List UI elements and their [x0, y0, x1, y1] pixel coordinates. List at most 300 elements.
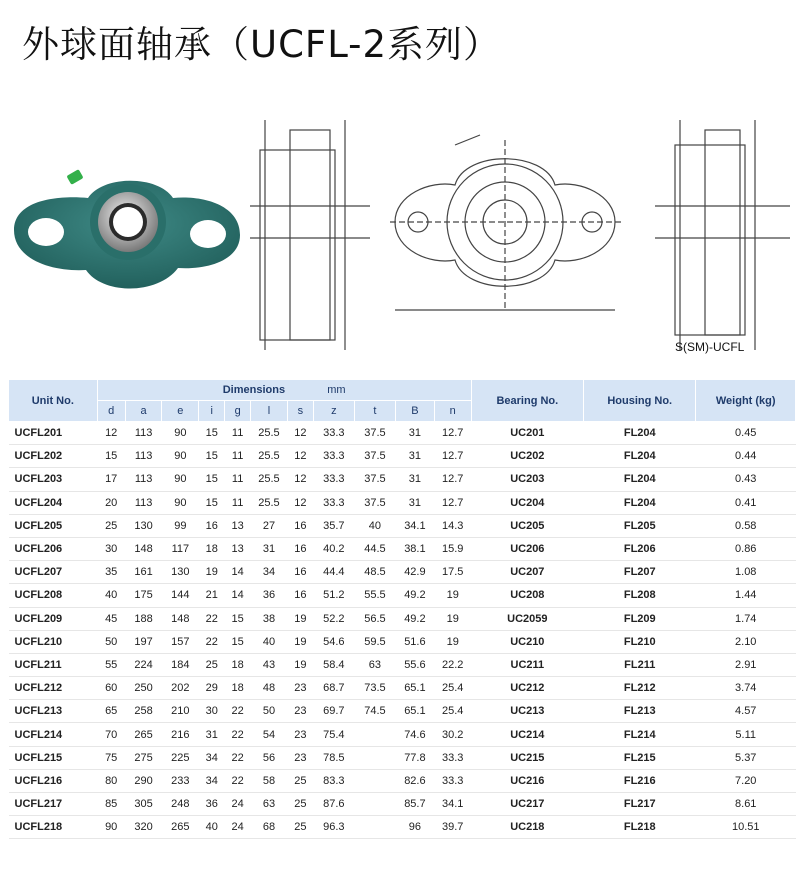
- cell-unit: UCFL217: [9, 793, 98, 816]
- cell-n: 12.7: [434, 422, 471, 445]
- cell-z: 44.4: [313, 561, 354, 584]
- cell-g: 18: [225, 653, 251, 676]
- cell-unit: UCFL210: [9, 630, 98, 653]
- cell-g: 24: [225, 793, 251, 816]
- cell-bearing: UC203: [471, 468, 583, 491]
- cell-i: 34: [199, 746, 225, 769]
- cell-e: 90: [162, 422, 199, 445]
- header-dim-e: e: [162, 401, 199, 422]
- header-dim-B: B: [395, 401, 434, 422]
- cell-unit: UCFL209: [9, 607, 98, 630]
- cell-a: 265: [125, 723, 162, 746]
- cell-l: 43: [251, 653, 288, 676]
- cell-s: 23: [287, 723, 313, 746]
- table-row: [9, 816, 796, 839]
- cell-bearing: UC211: [471, 653, 583, 676]
- cell-housing: FL206: [584, 537, 696, 560]
- cell-a: 224: [125, 653, 162, 676]
- cell-g: 22: [225, 700, 251, 723]
- cell-housing: FL204: [584, 445, 696, 468]
- cell-l: 25.5: [251, 468, 288, 491]
- cell-l: 58: [251, 769, 288, 792]
- cell-unit: UCFL213: [9, 700, 98, 723]
- cell-i: 34: [199, 769, 225, 792]
- cell-weight: 1.74: [696, 607, 796, 630]
- cell-s: 19: [287, 607, 313, 630]
- cell-housing: FL209: [584, 607, 696, 630]
- cell-g: 15: [225, 607, 251, 630]
- cell-weight: 7.20: [696, 769, 796, 792]
- cell-n: 30.2: [434, 723, 471, 746]
- header-dimensions: [97, 380, 471, 401]
- cell-i: 15: [199, 422, 225, 445]
- cell-s: 23: [287, 677, 313, 700]
- cell-b: 74.6: [395, 723, 434, 746]
- cell-housing: FL205: [584, 514, 696, 537]
- cell-housing: FL204: [584, 422, 696, 445]
- cell-t: 44.5: [354, 537, 395, 560]
- cell-weight: 4.57: [696, 700, 796, 723]
- cell-s: 25: [287, 793, 313, 816]
- cell-e: 157: [162, 630, 199, 653]
- cell-d: 17: [97, 468, 125, 491]
- cell-bearing: UC217: [471, 793, 583, 816]
- cell-g: 11: [225, 422, 251, 445]
- cell-l: 48: [251, 677, 288, 700]
- header-dimensions-unit: mm: [327, 384, 346, 396]
- cell-a: 113: [125, 491, 162, 514]
- cell-unit: UCFL218: [9, 816, 98, 839]
- cell-unit: UCFL201: [9, 422, 98, 445]
- cell-unit: UCFL215: [9, 746, 98, 769]
- cell-b: 38.1: [395, 537, 434, 560]
- cell-b: 31: [395, 422, 434, 445]
- cell-n: 12.7: [434, 445, 471, 468]
- cell-a: 275: [125, 746, 162, 769]
- table-row: [9, 700, 796, 723]
- cell-housing: FL214: [584, 723, 696, 746]
- cell-bearing: UC206: [471, 537, 583, 560]
- cell-i: 15: [199, 445, 225, 468]
- cell-s: 19: [287, 653, 313, 676]
- cell-t: [354, 746, 395, 769]
- cell-g: 18: [225, 677, 251, 700]
- cell-a: 148: [125, 537, 162, 560]
- header-dim-z: z: [313, 401, 354, 422]
- table-row: [9, 723, 796, 746]
- cell-housing: FL204: [584, 491, 696, 514]
- cell-l: 25.5: [251, 445, 288, 468]
- cell-n: 22.2: [434, 653, 471, 676]
- cell-s: 12: [287, 491, 313, 514]
- cell-weight: 5.11: [696, 723, 796, 746]
- cell-bearing: UC214: [471, 723, 583, 746]
- cell-s: 25: [287, 816, 313, 839]
- cell-housing: FL210: [584, 630, 696, 653]
- cell-housing: FL213: [584, 700, 696, 723]
- cell-weight: 8.61: [696, 793, 796, 816]
- cell-e: 90: [162, 491, 199, 514]
- cell-housing: FL211: [584, 653, 696, 676]
- cell-d: 70: [97, 723, 125, 746]
- cell-e: 210: [162, 700, 199, 723]
- cell-i: 15: [199, 491, 225, 514]
- cell-bearing: UC201: [471, 422, 583, 445]
- cell-bearing: UC208: [471, 584, 583, 607]
- cell-l: 34: [251, 561, 288, 584]
- cell-housing: FL218: [584, 816, 696, 839]
- cell-s: 23: [287, 746, 313, 769]
- cell-e: 202: [162, 677, 199, 700]
- cell-a: 113: [125, 468, 162, 491]
- cell-s: 23: [287, 700, 313, 723]
- header-dim-a: a: [125, 401, 162, 422]
- cell-z: 33.3: [313, 468, 354, 491]
- cell-unit: UCFL214: [9, 723, 98, 746]
- header-dim-t: t: [354, 401, 395, 422]
- cell-weight: 5.37: [696, 746, 796, 769]
- cell-g: 11: [225, 468, 251, 491]
- cell-e: 233: [162, 769, 199, 792]
- cell-s: 16: [287, 514, 313, 537]
- cell-z: 68.7: [313, 677, 354, 700]
- cell-g: 15: [225, 630, 251, 653]
- cell-e: 99: [162, 514, 199, 537]
- cell-z: 52.2: [313, 607, 354, 630]
- cell-d: 15: [97, 445, 125, 468]
- cell-t: [354, 769, 395, 792]
- cell-z: 78.5: [313, 746, 354, 769]
- cell-s: 19: [287, 630, 313, 653]
- cell-a: 258: [125, 700, 162, 723]
- table-row: [9, 422, 796, 445]
- cell-weight: 0.45: [696, 422, 796, 445]
- cell-b: 42.9: [395, 561, 434, 584]
- cell-z: 35.7: [313, 514, 354, 537]
- cell-s: 16: [287, 537, 313, 560]
- cell-unit: UCFL205: [9, 514, 98, 537]
- cell-weight: 1.08: [696, 561, 796, 584]
- cell-b: 96: [395, 816, 434, 839]
- cell-a: 161: [125, 561, 162, 584]
- table-row: [9, 793, 796, 816]
- cell-d: 35: [97, 561, 125, 584]
- cell-d: 25: [97, 514, 125, 537]
- cell-housing: FL207: [584, 561, 696, 584]
- cell-g: 14: [225, 561, 251, 584]
- cell-d: 50: [97, 630, 125, 653]
- cell-l: 63: [251, 793, 288, 816]
- cell-z: 54.6: [313, 630, 354, 653]
- cell-t: 63: [354, 653, 395, 676]
- cell-n: 33.3: [434, 746, 471, 769]
- cell-weight: 1.44: [696, 584, 796, 607]
- cell-t: [354, 793, 395, 816]
- table-row: [9, 491, 796, 514]
- cell-s: 12: [287, 422, 313, 445]
- cell-i: 19: [199, 561, 225, 584]
- cell-i: 21: [199, 584, 225, 607]
- table-row: [9, 537, 796, 560]
- cell-e: 90: [162, 445, 199, 468]
- table-row: [9, 769, 796, 792]
- cell-g: 14: [225, 584, 251, 607]
- header-unit-no: Unit No.: [9, 380, 98, 422]
- cell-e: 216: [162, 723, 199, 746]
- cell-unit: UCFL212: [9, 677, 98, 700]
- cell-e: 184: [162, 653, 199, 676]
- cell-g: 11: [225, 445, 251, 468]
- cell-d: 80: [97, 769, 125, 792]
- cell-weight: 0.58: [696, 514, 796, 537]
- drawing-caption: S(SM)-UCFL: [675, 340, 745, 354]
- header-dim-n: n: [434, 401, 471, 422]
- cell-z: 51.2: [313, 584, 354, 607]
- cell-unit: UCFL216: [9, 769, 98, 792]
- cell-housing: FL217: [584, 793, 696, 816]
- cell-housing: FL204: [584, 468, 696, 491]
- cell-g: 13: [225, 514, 251, 537]
- cell-t: 55.5: [354, 584, 395, 607]
- table-row: [9, 468, 796, 491]
- cell-z: 33.3: [313, 445, 354, 468]
- cell-d: 90: [97, 816, 125, 839]
- cell-b: 31: [395, 468, 434, 491]
- cell-bearing: UC2059: [471, 607, 583, 630]
- cell-l: 25.5: [251, 491, 288, 514]
- cell-t: 37.5: [354, 491, 395, 514]
- cell-l: 54: [251, 723, 288, 746]
- cell-g: 13: [225, 537, 251, 560]
- cell-t: 37.5: [354, 422, 395, 445]
- cell-l: 36: [251, 584, 288, 607]
- cell-i: 15: [199, 468, 225, 491]
- cell-bearing: UC205: [471, 514, 583, 537]
- cell-bearing: UC204: [471, 491, 583, 514]
- cell-t: [354, 723, 395, 746]
- table-row: [9, 584, 796, 607]
- cell-e: 117: [162, 537, 199, 560]
- cell-n: 33.3: [434, 769, 471, 792]
- cell-b: 65.1: [395, 677, 434, 700]
- cell-b: 49.2: [395, 607, 434, 630]
- table-row: [9, 607, 796, 630]
- table-row: [9, 677, 796, 700]
- cell-b: 51.6: [395, 630, 434, 653]
- cell-housing: FL208: [584, 584, 696, 607]
- cell-d: 20: [97, 491, 125, 514]
- cell-i: 18: [199, 537, 225, 560]
- cell-a: 290: [125, 769, 162, 792]
- cell-i: 31: [199, 723, 225, 746]
- cell-d: 65: [97, 700, 125, 723]
- cell-e: 225: [162, 746, 199, 769]
- spec-table-body: [9, 422, 796, 839]
- cell-a: 197: [125, 630, 162, 653]
- cell-l: 27: [251, 514, 288, 537]
- page-title: 外球面轴承（UCFL-2系列）: [22, 23, 502, 66]
- table-row: [9, 445, 796, 468]
- cell-bearing: UC216: [471, 769, 583, 792]
- cell-t: 56.5: [354, 607, 395, 630]
- cell-i: 30: [199, 700, 225, 723]
- spec-table: [8, 379, 796, 839]
- table-row: [9, 746, 796, 769]
- cell-z: 96.3: [313, 816, 354, 839]
- cell-g: 24: [225, 816, 251, 839]
- cell-b: 85.7: [395, 793, 434, 816]
- cell-t: 73.5: [354, 677, 395, 700]
- cell-a: 305: [125, 793, 162, 816]
- cell-g: 11: [225, 491, 251, 514]
- cell-unit: UCFL207: [9, 561, 98, 584]
- cell-unit: UCFL203: [9, 468, 98, 491]
- cell-i: 22: [199, 630, 225, 653]
- cell-n: 15.9: [434, 537, 471, 560]
- cell-a: 175: [125, 584, 162, 607]
- cell-e: 90: [162, 468, 199, 491]
- cell-s: 25: [287, 769, 313, 792]
- cell-t: 74.5: [354, 700, 395, 723]
- cell-bearing: UC212: [471, 677, 583, 700]
- cell-z: 58.4: [313, 653, 354, 676]
- cell-d: 75: [97, 746, 125, 769]
- cell-z: 87.6: [313, 793, 354, 816]
- header-weight: Weight (kg): [696, 380, 796, 422]
- cell-weight: 3.74: [696, 677, 796, 700]
- cell-d: 30: [97, 537, 125, 560]
- cell-b: 34.1: [395, 514, 434, 537]
- cell-b: 31: [395, 445, 434, 468]
- table-row: [9, 561, 796, 584]
- cell-d: 85: [97, 793, 125, 816]
- cell-unit: UCFL204: [9, 491, 98, 514]
- cell-n: 34.1: [434, 793, 471, 816]
- cell-l: 40: [251, 630, 288, 653]
- cell-weight: 0.86: [696, 537, 796, 560]
- cell-n: 12.7: [434, 491, 471, 514]
- cell-z: 40.2: [313, 537, 354, 560]
- cell-weight: 2.91: [696, 653, 796, 676]
- cell-z: 75.4: [313, 723, 354, 746]
- cell-d: 45: [97, 607, 125, 630]
- cell-b: 65.1: [395, 700, 434, 723]
- cell-d: 60: [97, 677, 125, 700]
- cell-l: 38: [251, 607, 288, 630]
- cell-t: 48.5: [354, 561, 395, 584]
- cell-g: 22: [225, 723, 251, 746]
- cell-n: 19: [434, 584, 471, 607]
- cell-z: 83.3: [313, 769, 354, 792]
- cell-a: 250: [125, 677, 162, 700]
- cell-weight: 2.10: [696, 630, 796, 653]
- cell-n: 19: [434, 607, 471, 630]
- cell-b: 55.6: [395, 653, 434, 676]
- cell-g: 22: [225, 746, 251, 769]
- cell-l: 68: [251, 816, 288, 839]
- cell-e: 248: [162, 793, 199, 816]
- cell-b: 31: [395, 491, 434, 514]
- cell-n: 39.7: [434, 816, 471, 839]
- header-housing-no: Housing No.: [584, 380, 696, 422]
- table-row: [9, 514, 796, 537]
- cell-g: 22: [225, 769, 251, 792]
- cell-bearing: UC202: [471, 445, 583, 468]
- cell-housing: FL215: [584, 746, 696, 769]
- cell-s: 12: [287, 468, 313, 491]
- cell-n: 19: [434, 630, 471, 653]
- bearing-unit-photo: [8, 160, 244, 310]
- cell-bearing: UC213: [471, 700, 583, 723]
- cell-b: 49.2: [395, 584, 434, 607]
- table-row: [9, 630, 796, 653]
- cell-unit: UCFL206: [9, 537, 98, 560]
- header-dim-s: s: [287, 401, 313, 422]
- cell-a: 320: [125, 816, 162, 839]
- technical-drawing: [250, 110, 790, 360]
- cell-l: 25.5: [251, 422, 288, 445]
- cell-weight: 10.51: [696, 816, 796, 839]
- cell-n: 25.4: [434, 700, 471, 723]
- cell-e: 130: [162, 561, 199, 584]
- cell-z: 33.3: [313, 422, 354, 445]
- cell-i: 36: [199, 793, 225, 816]
- cell-n: 25.4: [434, 677, 471, 700]
- cell-e: 265: [162, 816, 199, 839]
- cell-bearing: UC218: [471, 816, 583, 839]
- cell-i: 40: [199, 816, 225, 839]
- cell-s: 16: [287, 584, 313, 607]
- cell-a: 113: [125, 422, 162, 445]
- cell-t: 40: [354, 514, 395, 537]
- cell-e: 148: [162, 607, 199, 630]
- cell-n: 12.7: [434, 468, 471, 491]
- cell-z: 33.3: [313, 491, 354, 514]
- cell-e: 144: [162, 584, 199, 607]
- cell-weight: 0.43: [696, 468, 796, 491]
- cell-unit: UCFL202: [9, 445, 98, 468]
- cell-d: 40: [97, 584, 125, 607]
- cell-bearing: UC210: [471, 630, 583, 653]
- cell-weight: 0.44: [696, 445, 796, 468]
- header-bearing-no: Bearing No.: [471, 380, 583, 422]
- cell-a: 188: [125, 607, 162, 630]
- cell-i: 25: [199, 653, 225, 676]
- header-dimensions-label: Dimensions: [222, 384, 286, 396]
- table-row: [9, 653, 796, 676]
- cell-n: 17.5: [434, 561, 471, 584]
- cell-housing: FL212: [584, 677, 696, 700]
- cell-bearing: UC215: [471, 746, 583, 769]
- cell-n: 14.3: [434, 514, 471, 537]
- cell-t: 59.5: [354, 630, 395, 653]
- cell-unit: UCFL211: [9, 653, 98, 676]
- cell-b: 82.6: [395, 769, 434, 792]
- cell-a: 113: [125, 445, 162, 468]
- cell-a: 130: [125, 514, 162, 537]
- cell-z: 69.7: [313, 700, 354, 723]
- cell-i: 29: [199, 677, 225, 700]
- cell-s: 16: [287, 561, 313, 584]
- cell-l: 31: [251, 537, 288, 560]
- cell-l: 50: [251, 700, 288, 723]
- header-dim-d: d: [97, 401, 125, 422]
- cell-i: 16: [199, 514, 225, 537]
- cell-i: 22: [199, 607, 225, 630]
- cell-housing: FL216: [584, 769, 696, 792]
- cell-t: 37.5: [354, 468, 395, 491]
- cell-bearing: UC207: [471, 561, 583, 584]
